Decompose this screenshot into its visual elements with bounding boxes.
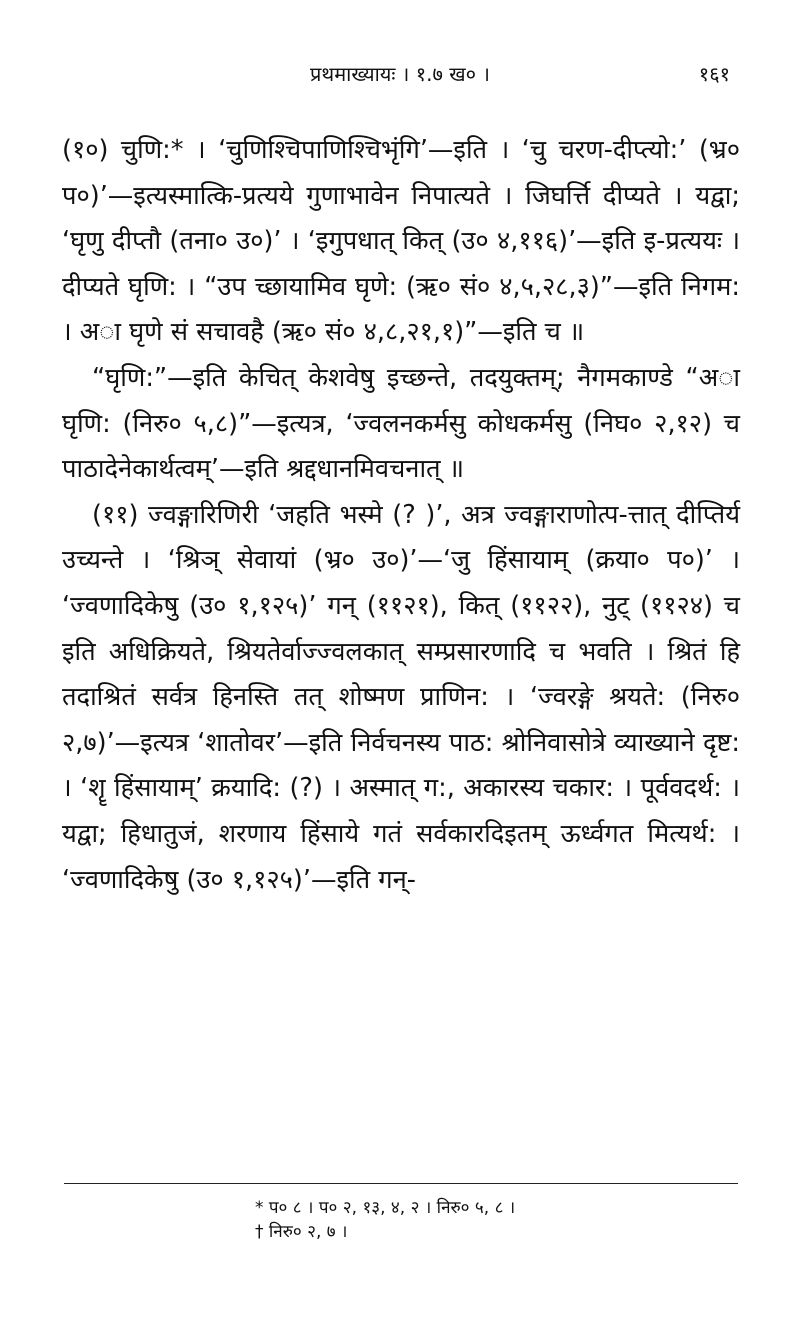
footnote-divider bbox=[64, 1183, 738, 1184]
footnote: † निरु० २, ७ । bbox=[255, 1222, 348, 1242]
paragraph: (११) ज्वङ्गारिणिरी ‘जहति भस्मे (? )’, अत्र ज्वङ्गाराणोत्प-त्तात् दीप्तिर्य उच्यन्ते । ‘श्रिञ् सेवायां (भ्र० उ०)’—‘जु हिंसायाम् (क्रया० प०)’ । ‘ज्वणादिकेषु (उ० १,१२५)’ गन् (११२१), कित् (११२२), नुट् (११२४) च इति अधिक्रियते, श्रियतेर्वाज्ज्वलकात् सम्प्रसारणादि च भवति । श्रितं हि तदाश्रितं सर्वत्र हिनस्ति तत् शोष्मण प्राणिन: । ‘ज्वरङ्गे श्रयते: (निरु० २,७)’—इत्यत्र ‘शातोवर’—इति निर्वचनस्य पाठ: श्रोनिवासोत्रे व्याख्याने दृष्ट: । ‘शॄ हिंसायाम्’ क्रयादि: (?) । अस्मात् ग:, अकारस्य चकार: । पूर्ववदर्थ: । यद्वा; हिधातुजं, शरणाय हिंसाये गतं सर्वकारदिइतम् ऊर्ध्वगत मित्यर्थ: । ‘ज्वणादिकेषु (उ० १,१२५)’—इति गन्- bbox=[62, 499, 740, 895]
body-text bbox=[62, 128, 740, 903]
footnote: * प० ८ । प० २, १३, ४, २ । निरु० ५, ८ । bbox=[255, 1198, 516, 1218]
footnotes bbox=[255, 1196, 715, 1244]
running-head bbox=[70, 60, 730, 90]
page-number: १६१ bbox=[698, 62, 730, 86]
paragraph: (१०) चुणि:* । ‘चुणिश्चिपाणिश्चिभृंगि’—इति । ‘चु चरण-दीप्त्यो:’ (भ्र० प०)’—इत्यस्मात्कि-प्रत्यये गुणाभावेन निपात्यते । जिघर्त्ति दीप्यते । यद्वा; ‘घृणु दीप्तौ (तना० उ०)’ । ‘इगुपधात् कित् (उ० ४,११६)’—इति इ-प्रत्ययः । दीप्यते घृणि: । “उप च्छायामिव घृणे: (ऋ० सं० ४,५,२८,३)”—इति निगम: । अा घृणे सं सचावहै (ऋ० सं० ४,८,२१,१)”—इति च ॥ bbox=[62, 135, 740, 348]
running-head-title: प्रथमाख्यायः । १.७ ख० । bbox=[310, 62, 490, 86]
paragraph: “घृणि:”—इति केचित् केशवेषु इच्छन्ते, तदयुक्तम्; नैगमकाण्डे “अा घृणि: (निरु० ५,८)”—इत्यत्र, ‘ज्वलनकर्मसु कोधकर्मसु (निघ० २,१२) च पाठादेनेकार्थत्वम्’—इति श्रद्दधानमिवचनात् ॥ bbox=[62, 362, 740, 485]
